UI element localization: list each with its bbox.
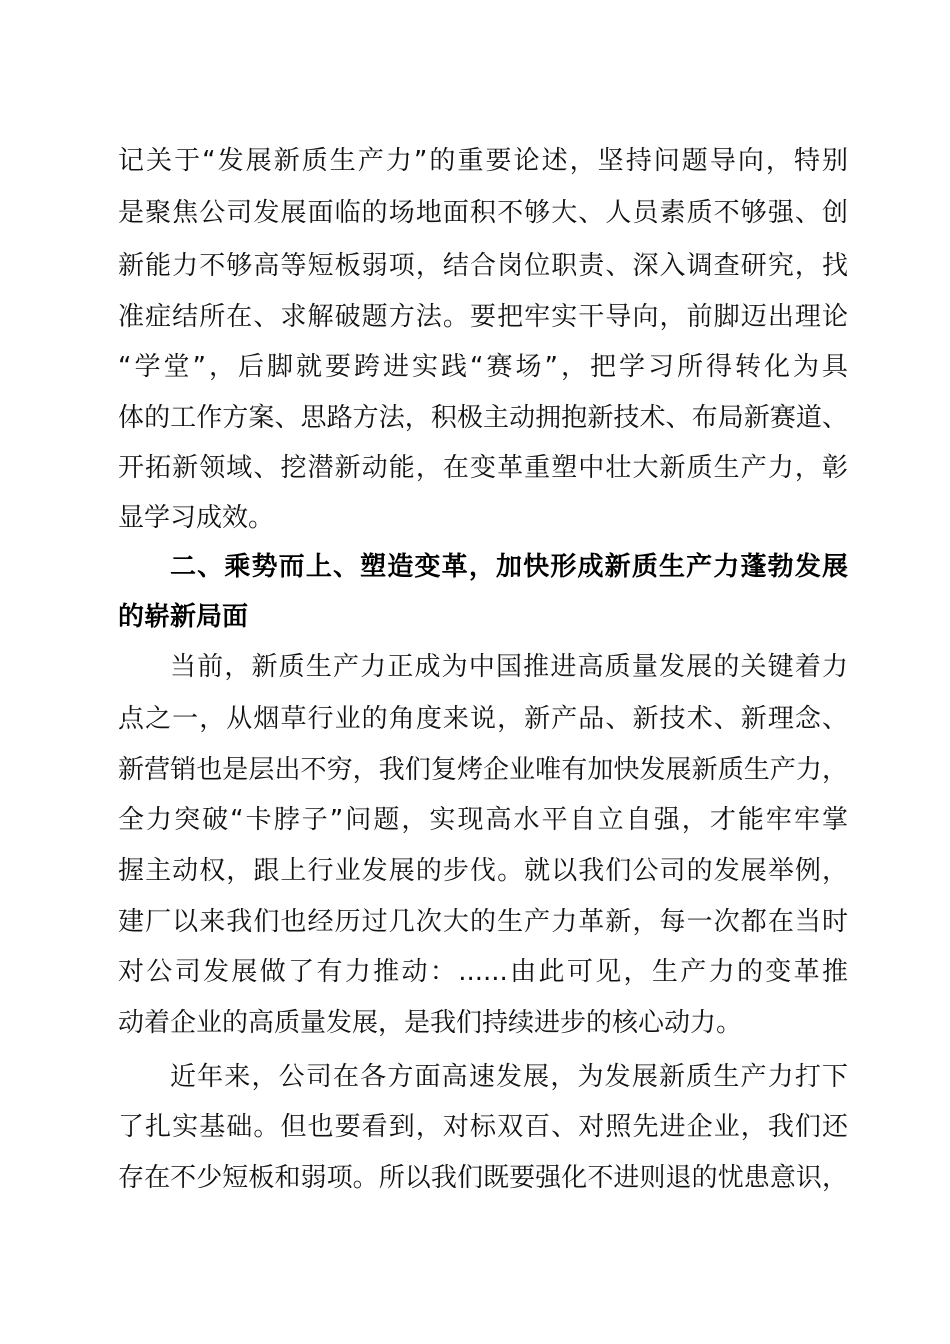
text-line: 点之一，从烟草行业的角度来说，新产品、新技术、新理念、 [118, 704, 848, 734]
text-line: 开拓新领域、挖潜新动能，在变革重塑中壮大新质生产力，彰 [118, 453, 848, 483]
text-line: 记关于“发展新质生产力”的重要论述，坚持问题导向，特别 [118, 146, 848, 176]
text-line: 全力突破“卡脖子”问题，实现高水平自立自强，才能牢牢掌 [118, 805, 848, 835]
text-line: 存在不少短板和弱项。所以我们既要强化不进则退的忧患意识， [118, 1163, 848, 1193]
text-line: 准症结所在、求解破题方法。要把牢实干导向，前脚迈出理论 [118, 302, 848, 332]
text-line: 动着企业的高质量发展，是我们持续进步的核心动力。 [118, 1008, 743, 1038]
text-line: 对公司发展做了有力推动：......由此可见，生产力的变革推 [118, 957, 848, 987]
section-heading: 的崭新局面 [118, 602, 249, 632]
text-line: “学堂”，后脚就要跨进实践“赛场”，把学习所得转化为具 [118, 352, 848, 382]
text-line: 显学习成效。 [118, 503, 275, 533]
text-line: 握主动权，跟上行业发展的步伐。就以我们公司的发展举例， [118, 856, 848, 886]
text-line: 体的工作方案、思路方法，积极主动拥抱新技术、布局新赛道、 [118, 403, 848, 433]
text-line: 新营销也是层出不穷，我们复烤企业唯有加快发展新质生产力， [118, 755, 848, 785]
text-line: 是聚焦公司发展面临的场地面积不够大、人员素质不够强、创 [118, 198, 848, 228]
text-line: 了扎实基础。但也要看到，对标双百、对照先进企业，我们还 [118, 1112, 848, 1142]
section-heading: 二、乘势而上、塑造变革，加快形成新质生产力蓬勃发展 [170, 552, 848, 582]
text-line: 新能力不够高等短板弱项，结合岗位职责、深入调查研究，找 [118, 251, 848, 281]
text-line: 当前，新质生产力正成为中国推进高质量发展的关键着力 [170, 652, 848, 682]
text-line: 近年来，公司在各方面高速发展，为发展新质生产力打下 [170, 1062, 848, 1092]
text-line: 建厂以来我们也经历过几次大的生产力革新，每一次都在当时 [118, 907, 848, 937]
